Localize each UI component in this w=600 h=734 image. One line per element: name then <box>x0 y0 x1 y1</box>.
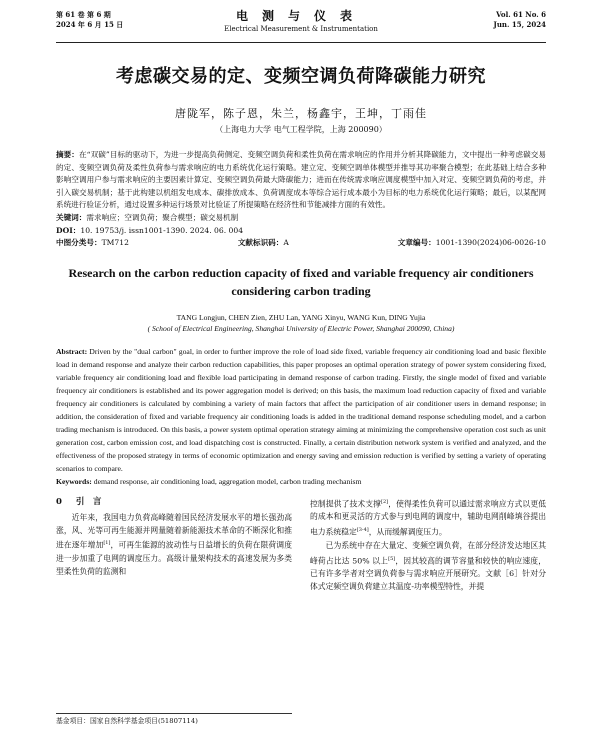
abstract-en-text: Driven by the "dual carbon" goal, in order to further improve the role of load side fixed, variable frequency air conditioning load and basic flexible load in demand response and analyze their carbon reduction capabilities, this paper proposes an optimal operation strategy of power system considering fixed, variable frequency air conditioning load and flexible load participating in demand response of carbon trading. Firstly, the single model of fixed and variable frequency air conditioners is established and its power aggregation model is derived; on this basis, the maximum load reduction capacity of fixed and variable frequency air conditioners is calculated by combining a variety of main factors that affect the participation of air conditioner users in demand response; in addition, the consideration of fixed and variable frequency air conditioning loads is added in the traditional demand response scheduling model, and a carbon trading mechanism is introduced. On this basis, a power system optimal operation strategy aiming at minimizing the comprehensive operation cost such as unit generation cost, carbon emission cost, and load dispatching cost is constructed. Finally, a certain distribution network system is verified and analyzed, and the effectiveness of the proposed strategy in terms of economic optimization and energy saving and emission reduction is verified by setting a variety of operating scenarios to compare. <box>56 346 547 473</box>
clc-value: TM712 <box>101 238 129 248</box>
clc-label: 中图分类号： <box>56 238 102 248</box>
doi-label: DOI： <box>56 225 81 235</box>
classification-row <box>56 237 546 250</box>
volume-en: Vol. 61 No. 6 <box>496 10 546 19</box>
intro-p1-cont: ，可再生能源的波动性与日益增长的负荷在限荷调度进一步加重了电网的调度压力。高级计量架构技术的高速发展为多类型柔性负荷的监测和 <box>56 541 292 576</box>
affiliation-en: ( School of Electrical Engineering, Shanghai University of Electric Power, Shanghai 200090, China) <box>147 323 455 333</box>
section-number: 0 <box>56 496 62 507</box>
section-title: 引 言 <box>75 496 102 507</box>
header-center <box>56 8 546 34</box>
doi <box>56 225 546 238</box>
abstract-zh-text: 在“双碳”目标的驱动下，为进一步提高负荷侧定、变频空调负荷和柔性负荷在需求响应的作用并分析其降碳能力，文中提出一种考虑碳交易的定、变频空调负荷及柔性负荷参与需求响应的电力系统优化运行策略。建立定、变频空调单体模型并推导其功率聚合模型；在此基础上结合多种影响空调用户参与需求响应的主要因素计算定、变频空调负荷最大降碳能力；进而在传统需求响应调度模型中加入对定、变频空调负荷的考虑，并引入碳交易机制；基于此构建以机组发电成本、碳排放成本、负荷调度成本等综合运行成本最小为目标的电力系统优化运行策略；最后，以某配网系统进行验证分析，通过设置多种运行场景对比验证了所提策略在经济性和节能减排方面的有效性。 <box>56 150 546 210</box>
intro-p1-text: 近年来，我国电力负荷高峰随着国民经济发展水平的增长强劲高涨，风、光等可再生能源并网量随着新能源技术革命的不断深化和推进在逐年增加 <box>56 512 292 551</box>
volume-zh: 第 61 卷 第 6 期 <box>56 10 111 19</box>
body-columns <box>56 496 546 594</box>
keywords-en <box>56 476 546 488</box>
abstract-en <box>56 345 546 475</box>
left-column <box>56 496 292 594</box>
abstract-en-label: Abstract: <box>56 346 88 356</box>
header-right <box>494 10 546 30</box>
doc-code-label: 文献标识码： <box>237 238 284 248</box>
keywords-en-label: Keywords: <box>56 476 92 486</box>
affiliation-zh: （上海电力大学 电气工程学院，上海 200090） <box>215 125 387 134</box>
funding-footnote: 基金项目：国家自然科学基金项目(51807114) <box>56 713 292 726</box>
right-p2-cont: ，因其较高的调节容量和较快的响应速度，已有许多学者对空调负荷参与需求响应开展研究。文献［6］针对分体式定频空调负荷建立其温度-功率模型特性，并提 <box>310 556 546 591</box>
right-p1-cont: ，使得柔性负荷可以通过需求响应方式以更低的成本和更灵活的方式参与到电网的调度中，辅助电网削峰填谷提出电力系统稳定 <box>310 499 547 537</box>
article-number-label: 文章编号： <box>397 238 436 248</box>
abstract-zh-label: 摘要： <box>56 150 79 159</box>
authors-zh: 唐陇军，陈子恩，朱兰，杨鑫宇，王坤，丁雨佳 <box>175 107 427 120</box>
citation: [2] <box>381 498 389 505</box>
keywords-zh-label: 关键词： <box>56 212 87 222</box>
date-zh: 2024 年 6 月 15 日 <box>56 20 124 29</box>
right-p2-text: 已为系统中存在大量定、变频空调负荷，在部分经济发达地区其峰荷占比达 50% 以上 <box>310 540 546 566</box>
citation: [5] <box>388 555 396 562</box>
date-en: Jun. 15, 2024 <box>493 20 546 29</box>
doi-text: 10. 19753/j. issn1001-1390. 2024. 06. 004 <box>80 225 244 235</box>
journal-header <box>56 8 546 43</box>
citation: [3-4] <box>356 527 369 534</box>
doc-code <box>238 237 289 250</box>
keywords-en-text: demand response, air conditioning load, aggregation model, carbon trading mechanism <box>93 476 362 486</box>
keywords-zh-text: 需求响应；空调负荷；聚合模型；碳交易机制 <box>86 212 239 222</box>
section-heading <box>56 496 292 509</box>
intro-paragraph-1 <box>56 512 292 579</box>
abstract-zh <box>56 149 546 212</box>
right-p1-text: 控制提供了技术支撑 <box>310 499 382 509</box>
authors-en: TANG Longjun, CHEN Zien, ZHU Lan, YANG Xinyu, WANG Kun, DING Yujia <box>176 312 426 322</box>
article-number-value: 1001-1390(2024)06-0026-10 <box>435 238 546 248</box>
clc <box>56 237 129 250</box>
doc-code-value: A <box>283 238 289 248</box>
right-p1-end: ，从而缓解调度压力。 <box>368 527 447 537</box>
keywords-zh <box>56 212 546 225</box>
paper-page <box>56 8 546 730</box>
title-zh: 考虑碳交易的定、变频空调负荷降碳能力研究 <box>116 66 486 87</box>
citation: [1] <box>103 540 111 547</box>
title-en: Research on the carbon reduction capacity of fixed and variable frequency air conditioners considering carbon trading <box>68 265 534 298</box>
journal-name-en: Electrical Measurement & Instrumentation <box>224 25 378 33</box>
journal-name-zh: 电测与仪表 <box>235 9 366 23</box>
intro-paragraph-1-cont <box>310 496 546 540</box>
intro-paragraph-2 <box>310 540 546 594</box>
article-number <box>398 237 546 250</box>
right-column <box>310 496 546 594</box>
